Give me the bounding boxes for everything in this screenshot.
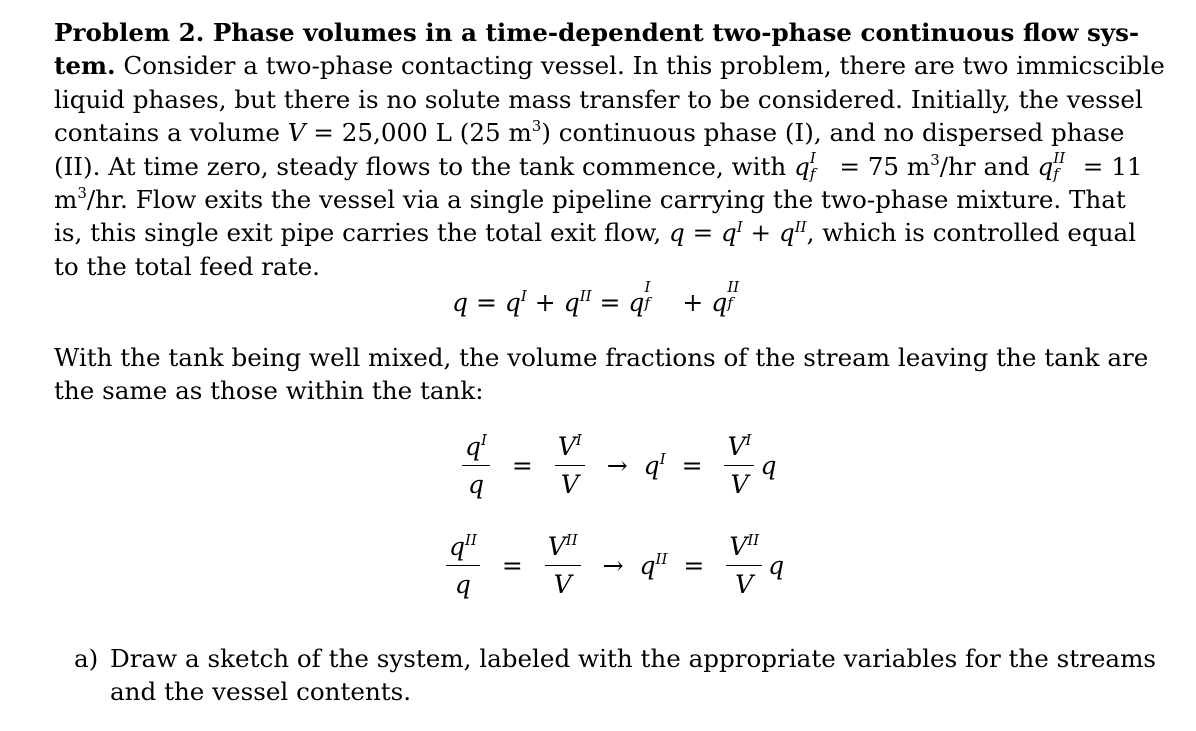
superscript: I xyxy=(736,217,743,236)
statement-text: m xyxy=(54,185,78,215)
statement-text: = 11 xyxy=(1082,151,1143,181)
flow-symbol: q xyxy=(721,218,737,248)
statement-line-1 xyxy=(54,16,1146,49)
exponent: 3 xyxy=(77,184,87,203)
phase-one-fraction-equation xyxy=(456,432,777,499)
superscript: II xyxy=(655,550,668,569)
statement-text: liquid phases, but there is no solute mass transfer to be considered. Initially, the vessel xyxy=(54,84,1143,114)
flow-symbol: q xyxy=(643,451,660,480)
superscript: II xyxy=(794,217,807,236)
statement-text: With the tank being well mixed, the volume fractions of the stream leaving the tank are xyxy=(54,343,1149,372)
paragraph-line xyxy=(54,341,1149,374)
arrow: → xyxy=(602,551,624,580)
flow-symbol: q xyxy=(760,451,777,480)
fraction xyxy=(555,432,585,499)
fraction xyxy=(462,432,490,499)
equals: = xyxy=(683,551,705,580)
flow-symbol: q xyxy=(668,218,685,248)
part-a-label: a) xyxy=(74,644,99,673)
well-mixed-paragraph xyxy=(54,341,1149,408)
superscript: II xyxy=(727,277,740,296)
statement-text: the same as those within the tank: xyxy=(54,376,484,406)
superscript: I xyxy=(745,431,752,450)
statement-text: = 75 m xyxy=(839,151,931,181)
superscript: II xyxy=(747,531,760,550)
superscript: I xyxy=(659,450,666,469)
flow-symbol: q xyxy=(454,570,471,599)
exponent: 3 xyxy=(930,150,940,169)
problem-heading: Problem 2. Phase volumes in a time-dependent two-phase continuous flow sys- xyxy=(54,18,1140,47)
flow-symbol: q xyxy=(768,551,785,580)
part-a-line: and the vessel contents. xyxy=(110,677,412,707)
flow-symbol: q xyxy=(467,470,484,499)
phase-two-fraction-equation xyxy=(440,532,784,599)
equals: = xyxy=(681,451,703,480)
statement-text: , which is controlled equal xyxy=(806,218,1137,248)
statement-text: (II). At time zero, steady flows to the tank commence, with xyxy=(54,151,787,181)
equals: = xyxy=(501,551,523,580)
equals: = xyxy=(599,288,621,317)
superscript: I xyxy=(809,148,816,167)
subscript: f xyxy=(1053,165,1059,184)
superscript: I xyxy=(520,287,527,306)
statement-line-6 xyxy=(54,183,1146,216)
superscript: II xyxy=(579,287,592,306)
flow-symbol: q xyxy=(563,288,580,317)
volume-symbol: V xyxy=(557,432,576,461)
statement-line-8 xyxy=(54,250,1146,283)
equals: = xyxy=(692,218,714,248)
paragraph-line xyxy=(54,374,1146,407)
volume-symbol: V xyxy=(553,570,572,599)
fraction xyxy=(545,532,581,599)
part-a xyxy=(74,642,1157,707)
volume-symbol: V xyxy=(729,532,748,561)
problem-statement xyxy=(54,16,1165,283)
flow-symbol: q xyxy=(794,151,810,181)
statement-line-4 xyxy=(54,116,1146,149)
statement-text: /hr and xyxy=(939,151,1030,181)
statement-line-3 xyxy=(54,83,1146,116)
volume-symbol: V xyxy=(730,470,749,499)
exponent: 3 xyxy=(531,117,542,136)
part-a-line: Draw a sketch of the system, labeled with the appropriate variables for the streams xyxy=(110,644,1157,673)
flow-symbol: q xyxy=(504,288,521,317)
plus: + xyxy=(750,218,772,248)
flow-symbol: q xyxy=(1037,151,1054,181)
statement-text: /hr. Flow exits the vessel via a single pipeline carrying the two-phase mixture. That xyxy=(86,185,1126,215)
equals: = xyxy=(511,451,533,480)
arrow: → xyxy=(606,451,628,480)
flow-symbol: q xyxy=(465,432,482,461)
statement-line-5 xyxy=(54,150,1146,183)
statement-text: contains a volume xyxy=(54,118,280,148)
superscript: II xyxy=(1053,148,1066,167)
superscript: II xyxy=(465,531,477,550)
fraction xyxy=(724,432,754,499)
plus: + xyxy=(682,288,704,317)
problem-heading-end: tem. xyxy=(54,51,116,81)
statement-text: = 25,000 L (25 m xyxy=(313,118,532,148)
statement-line-7 xyxy=(54,216,1146,249)
superscript: I xyxy=(481,431,487,450)
volume-symbol: V xyxy=(547,532,566,561)
volume-symbol: V xyxy=(727,432,746,461)
fraction xyxy=(726,532,762,599)
statement-line-2 xyxy=(54,49,1165,82)
flow-symbol: q xyxy=(711,288,728,317)
subscript: f xyxy=(644,294,650,313)
part-a-text xyxy=(110,642,1157,709)
flow-symbol: q xyxy=(778,218,795,248)
flow-symbol: q xyxy=(449,532,466,561)
volume-symbol: V xyxy=(560,470,579,499)
statement-text: is, this single exit pipe carries the total exit flow, xyxy=(54,218,662,248)
statement-text: to the total feed rate. xyxy=(54,251,320,281)
total-flow-equation xyxy=(452,277,757,317)
statement-text: Consider a two-phase contacting vessel. In this problem, there are two immicscible xyxy=(123,51,1165,81)
subscript: f xyxy=(809,165,816,184)
equals: = xyxy=(475,288,497,317)
fraction xyxy=(446,532,480,599)
flow-symbol: q xyxy=(639,551,656,580)
superscript: II xyxy=(565,531,578,550)
volume-symbol: V xyxy=(735,570,754,599)
volume-symbol: V xyxy=(287,118,306,148)
flow-symbol: q xyxy=(452,288,469,317)
statement-text: ) continuous phase (I), and no dispersed phase xyxy=(541,118,1125,148)
subscript: f xyxy=(727,294,733,313)
superscript: I xyxy=(575,431,582,450)
plus: + xyxy=(534,288,556,317)
superscript: I xyxy=(644,277,651,296)
flow-symbol: q xyxy=(628,288,645,317)
